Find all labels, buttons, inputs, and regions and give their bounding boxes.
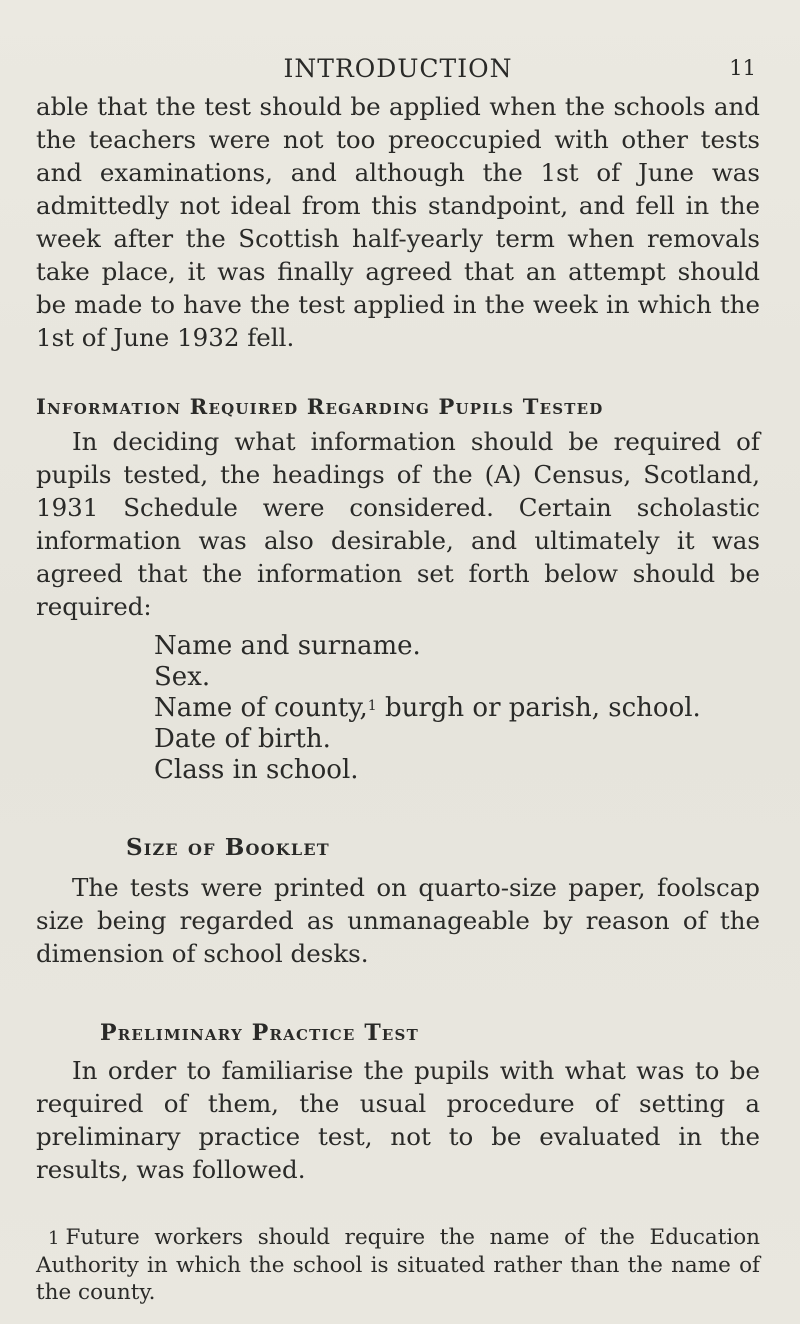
list-item-text: burgh or parish, school. <box>376 693 701 723</box>
page-number: 11 <box>729 56 756 80</box>
running-title: INTRODUCTION <box>283 54 513 83</box>
list-item-text: Name of county, <box>154 693 368 723</box>
list-item: Name and surname. <box>154 631 421 661</box>
required-fields-list <box>36 631 760 786</box>
section-heading-practice-test: Preliminary Practice Test <box>100 1020 419 1046</box>
list-item <box>154 693 760 724</box>
section-heading-information-required: Information Required Regarding Pupils Tested <box>36 394 604 419</box>
paragraph-booklet: The tests were printed on quarto-size paper, foolscap size being regarded as unmanageable by reason of the dimension of school desks. <box>36 873 760 968</box>
footnote-mark: 1 <box>48 1228 60 1249</box>
section-heading-size-of-booklet: Size of Booklet <box>126 834 330 861</box>
paragraph-practice-test: In order to familiarise the pupils with what was to be required of them, the usual procedure of setting a preliminary practice test, not to be evaluated in the results, was followed. <box>36 1056 760 1184</box>
running-head <box>36 50 760 90</box>
footnote-text: Future workers should require the name of the Education Authority in which the school is situated rather than the name of the county. <box>36 1225 760 1305</box>
list-item: Class in school. <box>154 755 359 785</box>
paragraph-continuation: able that the test should be applied when the schools and the teachers were not too preoccupied with other tests and examinations, and although the 1st of June was admittedly not ideal from this standpoint, and fell in the week after the Scottish half-yearly term when removals take place, it was finally agreed that an attempt should be made to have the test applied in the week in which the 1st of June 1932 fell. <box>36 92 760 352</box>
footnote <box>36 1224 760 1306</box>
paragraph-information: In deciding what information should be required of pupils tested, the headings of the (A) Census, Scotland, 1931 Schedule were considered. Certain scholastic information was also desirable, and ultimately it was agreed that the information set forth below should be required: <box>36 427 760 621</box>
list-item: Date of birth. <box>154 724 331 754</box>
footnote-reference: 1 <box>367 698 377 714</box>
list-item: Sex. <box>154 662 211 692</box>
